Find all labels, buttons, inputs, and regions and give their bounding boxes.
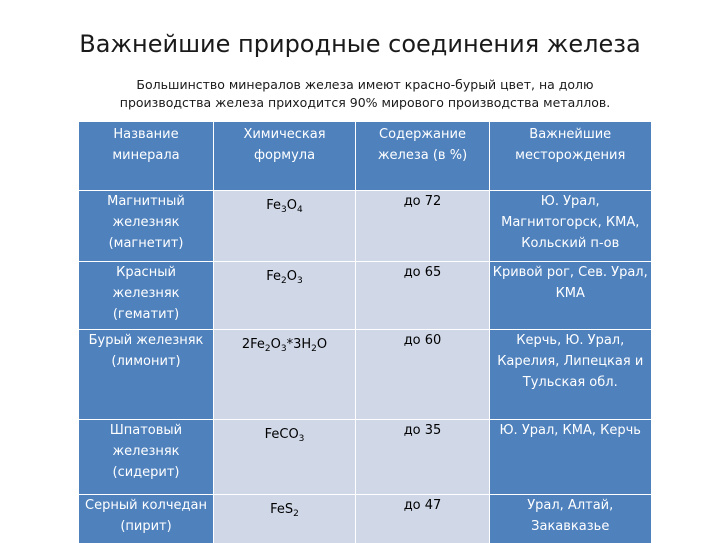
chemical-formula: $Fe_2O_3$	[214, 262, 356, 330]
table-row	[79, 191, 651, 262]
mineral-name: Бурый железняк (лимонит)	[79, 330, 214, 420]
table-row	[79, 420, 651, 495]
chemical-formula: FeCO$_3$	[214, 420, 356, 495]
iron-content: до 65	[356, 262, 490, 330]
table-row	[79, 262, 651, 330]
table-row	[79, 330, 651, 420]
chemical-formula: FeS$_2$	[214, 495, 356, 543]
deposits: Урал, Алтай, Закавказье	[490, 495, 651, 543]
page-title: Важнейшие природные соединения железа	[0, 30, 720, 58]
page-subtitle: Большинство минералов железа имеют красно-бурый цвет, на долю производства железа приходится 90% мирового производства металлов.	[95, 76, 635, 112]
iron-content: до 35	[356, 420, 490, 495]
iron-content: до 47	[356, 495, 490, 543]
iron-content: до 72	[356, 191, 490, 262]
mineral-name: Красный железняк (гематит)	[79, 262, 214, 330]
table-row	[79, 495, 651, 543]
header-name: Название минерала	[79, 122, 214, 191]
deposits: Кривой рог, Сев. Урал, КМА	[490, 262, 651, 330]
mineral-name: Шпатовый железняк (сидерит)	[79, 420, 214, 495]
header-deposits: Важнейшие месторождения	[490, 122, 651, 191]
mineral-name: Магнитный железняк (магнетит)	[79, 191, 214, 262]
header-content: Содержание железа (в %)	[356, 122, 490, 191]
chemical-formula: $Fe_3O_4$	[214, 191, 356, 262]
deposits: Ю. Урал, Магнитогорск, КМА, Кольский п-ов	[490, 191, 651, 262]
minerals-table	[78, 122, 651, 543]
header-formula: Химическая формула	[214, 122, 356, 191]
mineral-name: Серный колчедан (пирит)	[79, 495, 214, 543]
iron-content: до 60	[356, 330, 490, 420]
table-header-row	[79, 122, 651, 191]
deposits: Керчь, Ю. Урал, Карелия, Липецкая и Тульская обл.	[490, 330, 651, 420]
deposits: Ю. Урал, КМА, Керчь	[490, 420, 651, 495]
chemical-formula: $2Fe_2O_3*3H_2O$	[214, 330, 356, 420]
